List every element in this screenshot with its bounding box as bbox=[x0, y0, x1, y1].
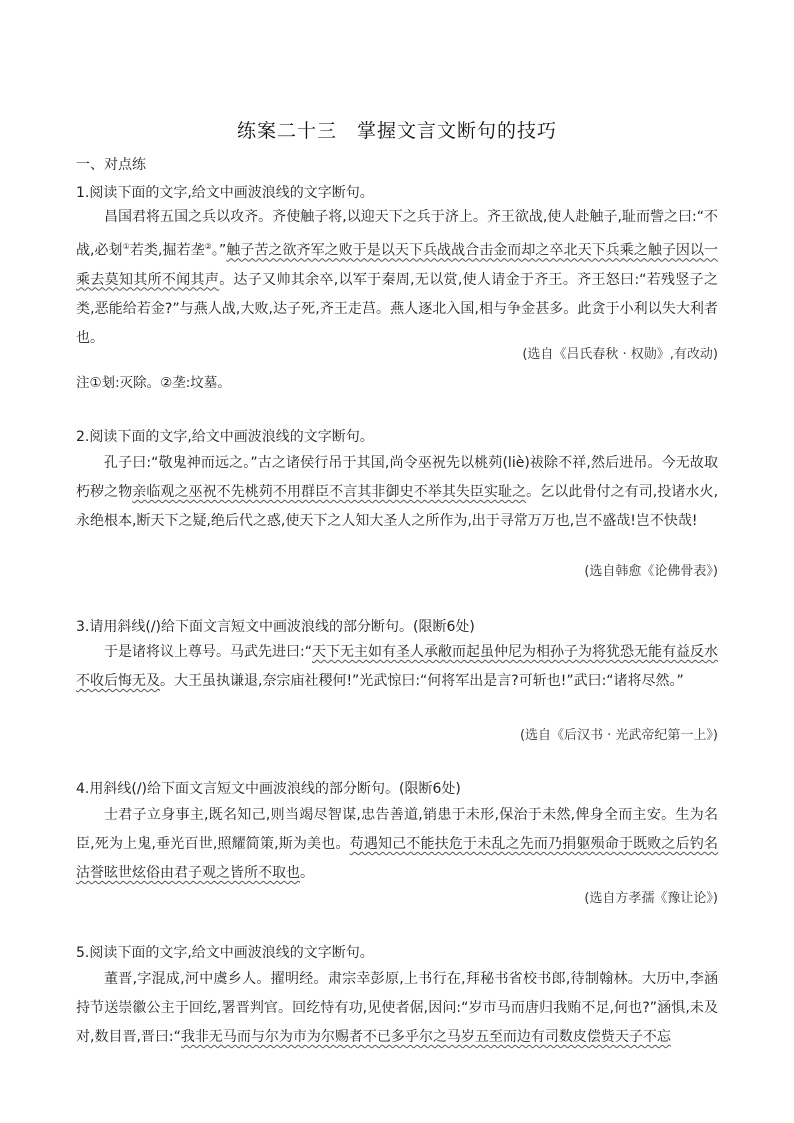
question-3-source: (选自《后汉书 · 光武帝纪第一上》) bbox=[519, 728, 718, 743]
question-2-passage bbox=[76, 449, 718, 536]
question-1-note: 注①刬:灭除。②垄:坟墓。 bbox=[76, 375, 231, 391]
question-4-passage bbox=[76, 801, 718, 888]
passage-text: 。” bbox=[211, 242, 227, 259]
passage-text: 。大王虽执谦退,奈宗庙社稷何!”光武惊曰:“何将军出是言?可斩也!”武曰:“诸将尽然。” bbox=[160, 673, 684, 689]
page-title: 练案二十三 掌握文言文断句的技巧 bbox=[236, 120, 557, 142]
question-1-prompt: 1.阅读下面的文字,给文中画波浪线的文字断句。 bbox=[76, 185, 374, 201]
passage-text: 孔子曰:“敬鬼神而远之。”古之诸侯行吊于其国,尚令巫祝先以桃茢(liè)祓除不祥,然后进吊。今无故取朽秽之物 bbox=[76, 455, 718, 500]
question-4-source: (选自方孝孺《豫让论》) bbox=[584, 891, 718, 906]
passage-text: 昌国君将五国之兵以攻齐。齐使触子将,以迎天下之兵于济上。齐王欲战,使人赴触子,耻而訾之曰:“不战,必刬 bbox=[76, 209, 718, 259]
question-2-prompt: 2.阅读下面的文字,给文中画波浪线的文字断句。 bbox=[76, 429, 374, 445]
question-1-passage bbox=[76, 203, 718, 353]
question-1-source: (选自《吕氏春秋 · 权勋》,有改动) bbox=[522, 347, 718, 362]
passage-text: 于是诸将议上尊号。马武先进曰:“ bbox=[104, 644, 312, 660]
question-2-source: (选自韩愈《论佛骨表》) bbox=[584, 564, 718, 579]
passage-text: 董晋,字混成,河中虞乡人。擢明经。肃宗幸彭原,上书行在,拜秘书省校书郎,待制翰林。大历中,李涵持节送崇徽公主于回纥,署晋判官。回纥恃有功,见使者倨,因问:“岁市马而唐归我贿不足,何也?”涵惧,未及对,数目晋,晋曰:“ bbox=[76, 971, 718, 1045]
question-5-passage bbox=[76, 965, 718, 1052]
wavy-underlined-text: 苟遇知己不能扶危于未乱之先而乃捐躯殒命于既败之后钓名沽誉眩世炫俗由君子观之皆所不取也 bbox=[76, 836, 718, 881]
footnote-marker: ② bbox=[204, 242, 212, 251]
wavy-underlined-text: 亲临观之巫祝不先桃茢不用群臣不言其非御史不举其失臣实耻之 bbox=[132, 484, 527, 500]
question-3-prompt: 3.请用斜线(/)给下面文言短文中画波浪线的部分断句。(限断6处) bbox=[76, 619, 475, 635]
wavy-underlined-text: 触子苦之欲齐军之败于是以天下兵战战合击金而却之卒北天下兵乘之触子因以一乘去莫知其所不闻其声 bbox=[76, 242, 719, 288]
section-heading: 一、对点练 bbox=[76, 157, 146, 173]
question-4-prompt: 4.用斜线(/)给下面文言短文中画波浪线的部分断句。(限断6处) bbox=[76, 781, 461, 797]
question-3-passage bbox=[76, 638, 718, 696]
passage-text: 。 bbox=[300, 865, 314, 881]
wavy-underlined-text: 我非无马而与尔为市为尔赐者不已多乎尔之马岁五至而边有司数皮偿赀天子不忘 bbox=[180, 1029, 671, 1045]
wavy-underlined-text: 天下无主如有圣人承敝而起虽仲尼为相孙子为将犹恐无能有益反水不收后悔无及 bbox=[76, 644, 718, 689]
passage-text: 。乞以此骨付之有司,投诸水火,永绝根本,断天下之疑,绝后代之惑,使天下之人知大圣人之所作为,出于寻常万万也,岂不盛哉!岂不快哉! bbox=[76, 484, 719, 529]
passage-text: 士君子立身事主,既名知己,则当竭尽智谋,忠告善道,销患于未形,保治于未然,俾身全而主安。生为名臣,死为上鬼,垂光百世,照耀简策,斯为美也。 bbox=[76, 807, 718, 852]
footnote-marker: ① bbox=[122, 242, 130, 251]
question-5-prompt: 5.阅读下面的文字,给文中画波浪线的文字断句。 bbox=[76, 945, 374, 961]
passage-text: 若类,掘若垄 bbox=[129, 242, 205, 259]
passage-text: 。达子又帅其余卒,以军于秦周,无以赏,使人请金于齐王。齐王怒曰:“若残竖子之类,恶能给若金?”与燕人战,大败,达子死,齐王走莒。燕人逐北入国,相与争金甚多。此贪于小利以失大利者也。 bbox=[76, 271, 719, 346]
